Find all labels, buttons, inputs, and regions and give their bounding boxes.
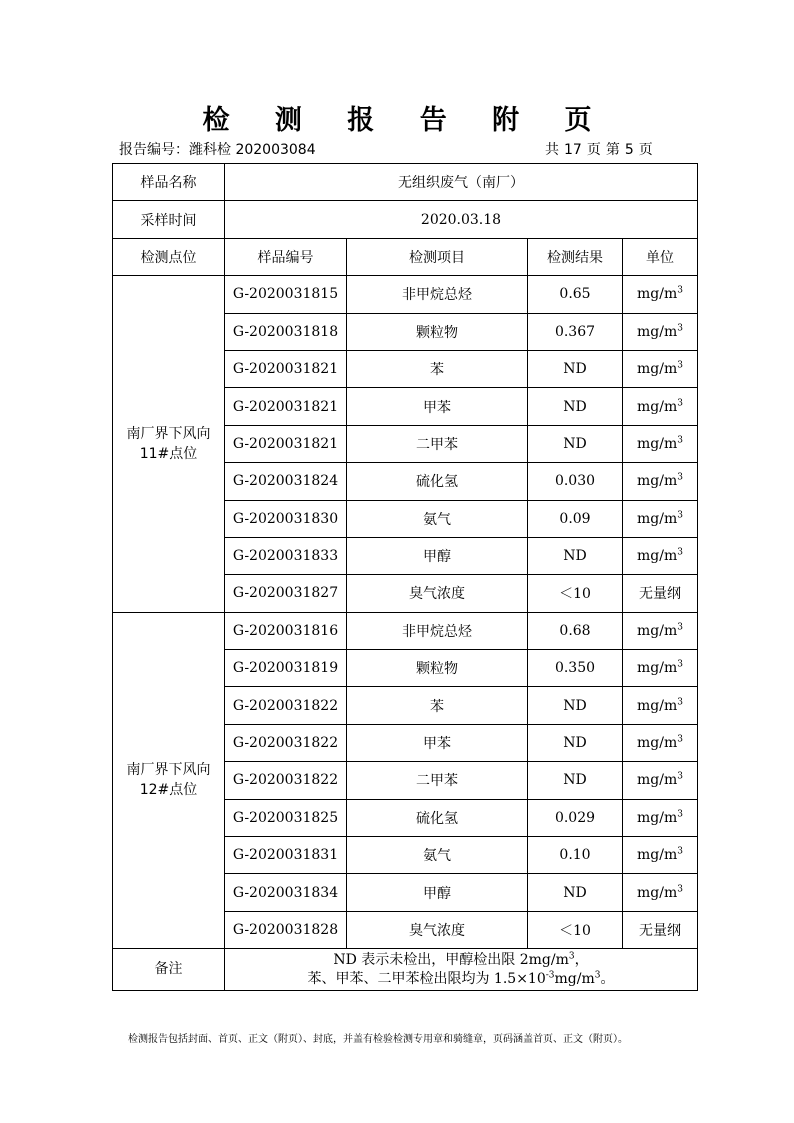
- unit-cell: $mg/m^3$: [623, 650, 698, 687]
- item-cell: 硫化氢: [347, 463, 528, 500]
- unit-cell: 无量纲: [623, 911, 698, 948]
- sampling-time-value: 2020.03.18: [225, 201, 698, 238]
- unit-cell: $mg/m^3$: [623, 276, 698, 313]
- unit-cell: $mg/m^3$: [623, 687, 698, 724]
- remarks-label: 备注: [113, 949, 225, 991]
- site-name: 南厂界下风向: [126, 425, 211, 442]
- sample-number-cell: G-2020031830: [225, 500, 347, 537]
- item-cell: 非甲烷总烃: [347, 612, 528, 649]
- result-cell: ＜10: [528, 911, 623, 948]
- remarks-l2-sup2: 3: [594, 970, 601, 981]
- item-cell: 苯: [347, 350, 528, 387]
- remarks-line-1: [227, 951, 695, 970]
- remarks-l2-sup1: -3: [545, 970, 555, 981]
- unit-cell: $mg/m^3$: [623, 724, 698, 761]
- sample-number-cell: G-2020031828: [225, 911, 347, 948]
- page-title: 检 测 报 告 附 页: [202, 105, 610, 136]
- sample-number-cell: G-2020031818: [225, 313, 347, 350]
- site-cell: [113, 612, 225, 949]
- page-number: 5: [624, 142, 634, 158]
- table-row: [113, 612, 698, 649]
- item-cell: 氨气: [347, 837, 528, 874]
- report-number-label: 报告编号：: [119, 142, 189, 158]
- header-row: [113, 238, 698, 275]
- result-cell: 0.029: [528, 799, 623, 836]
- header-site: 检测点位: [113, 238, 225, 275]
- result-cell: ND: [528, 388, 623, 425]
- item-cell: 颗粒物: [347, 650, 528, 687]
- sample-number-cell: G-2020031831: [225, 837, 347, 874]
- result-cell: 0.68: [528, 612, 623, 649]
- result-cell: ND: [528, 687, 623, 724]
- item-cell: 苯: [347, 687, 528, 724]
- sample-number-cell: G-2020031821: [225, 425, 347, 462]
- unit-cell: $mg/m^3$: [623, 500, 698, 537]
- result-cell: 0.65: [528, 276, 623, 313]
- page-indicator: [545, 139, 658, 159]
- site-point: 12#点位: [139, 782, 198, 799]
- remarks-line-2: [227, 970, 695, 989]
- unit-cell: $mg/m^3$: [623, 837, 698, 874]
- remarks-text: [225, 949, 698, 991]
- item-cell: 甲醇: [347, 537, 528, 574]
- header-unit: 单位: [623, 238, 698, 275]
- sample-number-cell: G-2020031819: [225, 650, 347, 687]
- remarks-l1-suffix: ，: [574, 951, 589, 968]
- unit-cell: $mg/m^3$: [623, 313, 698, 350]
- unit-cell: $mg/m^3$: [623, 388, 698, 425]
- sample-name-label: 样品名称: [113, 164, 225, 201]
- result-cell: ＜10: [528, 575, 623, 612]
- total-pages-suffix: 页: [586, 142, 601, 158]
- total-pages-prefix: 共: [545, 142, 559, 158]
- table-row: [113, 276, 698, 313]
- sample-name-row: [113, 164, 698, 201]
- result-cell: ND: [528, 724, 623, 761]
- sample-number-cell: G-2020031824: [225, 463, 347, 500]
- header-sample-no: 样品编号: [225, 238, 347, 275]
- sample-number-cell: G-2020031822: [225, 687, 347, 724]
- sample-number-cell: G-2020031816: [225, 612, 347, 649]
- site-cell: [113, 276, 225, 613]
- page-number-suffix: 页: [638, 142, 653, 158]
- report-table: [112, 163, 698, 991]
- sample-number-cell: G-2020031822: [225, 724, 347, 761]
- item-cell: 颗粒物: [347, 313, 528, 350]
- result-cell: 0.09: [528, 500, 623, 537]
- report-number-value: 潍科检 202003084: [189, 142, 316, 158]
- item-cell: 非甲烷总烃: [347, 276, 528, 313]
- total-pages: 17: [564, 142, 582, 158]
- sample-number-cell: G-2020031834: [225, 874, 347, 911]
- item-cell: 臭气浓度: [347, 575, 528, 612]
- sampling-time-label: 采样时间: [113, 201, 225, 238]
- unit-cell: $mg/m^3$: [623, 537, 698, 574]
- result-cell: ND: [528, 537, 623, 574]
- site-point: 11#点位: [139, 445, 198, 462]
- item-cell: 氨气: [347, 500, 528, 537]
- sample-number-cell: G-2020031821: [225, 350, 347, 387]
- item-cell: 甲醇: [347, 874, 528, 911]
- unit-cell: $mg/m^3$: [623, 799, 698, 836]
- sample-number-cell: G-2020031822: [225, 762, 347, 799]
- result-cell: 0.10: [528, 837, 623, 874]
- sample-number-cell: G-2020031821: [225, 388, 347, 425]
- result-cell: ND: [528, 762, 623, 799]
- sample-number-cell: G-2020031833: [225, 537, 347, 574]
- result-cell: ND: [528, 350, 623, 387]
- remarks-l1-sup: 3: [568, 951, 575, 962]
- remarks-row: [113, 949, 698, 991]
- header-result: 检测结果: [528, 238, 623, 275]
- result-cell: 0.367: [528, 313, 623, 350]
- result-cell: ND: [528, 425, 623, 462]
- item-cell: 甲苯: [347, 724, 528, 761]
- report-number: [119, 139, 316, 159]
- unit-cell: 无量纲: [623, 575, 698, 612]
- result-cell: ND: [528, 874, 623, 911]
- remarks-l2-mid: mg/m: [554, 970, 595, 987]
- sample-number-cell: G-2020031827: [225, 575, 347, 612]
- site-name: 南厂界下风向: [126, 762, 211, 779]
- unit-cell: $mg/m^3$: [623, 425, 698, 462]
- item-cell: 硫化氢: [347, 799, 528, 836]
- result-cell: 0.030: [528, 463, 623, 500]
- unit-cell: $mg/m^3$: [623, 350, 698, 387]
- remarks-l2-prefix: 苯、甲苯、二甲苯检出限均为 1.5×10: [307, 970, 546, 987]
- unit-cell: $mg/m^3$: [623, 463, 698, 500]
- unit-cell: $mg/m^3$: [623, 612, 698, 649]
- sample-number-cell: G-2020031825: [225, 799, 347, 836]
- sampling-time-row: [113, 201, 698, 238]
- item-cell: 二甲苯: [347, 425, 528, 462]
- remarks-l1-prefix: ND 表示未检出，甲醇检出限 2mg/m: [333, 951, 569, 968]
- unit-cell: $mg/m^3$: [623, 762, 698, 799]
- item-cell: 甲苯: [347, 388, 528, 425]
- sample-number-cell: G-2020031815: [225, 276, 347, 313]
- header-item: 检测项目: [347, 238, 528, 275]
- page-number-prefix: 第: [605, 142, 620, 158]
- footer-note: 检测报告包括封面、首页、正文（附页）、封底，并盖有检验检测专用章和骑缝章，页码涵盖首页、正文（附页）。: [128, 1034, 628, 1045]
- sample-name-value: 无组织废气（南厂）: [225, 164, 698, 201]
- remarks-l2-suffix: 。: [600, 970, 615, 987]
- result-cell: 0.350: [528, 650, 623, 687]
- item-cell: 二甲苯: [347, 762, 528, 799]
- item-cell: 臭气浓度: [347, 911, 528, 948]
- unit-cell: $mg/m^3$: [623, 874, 698, 911]
